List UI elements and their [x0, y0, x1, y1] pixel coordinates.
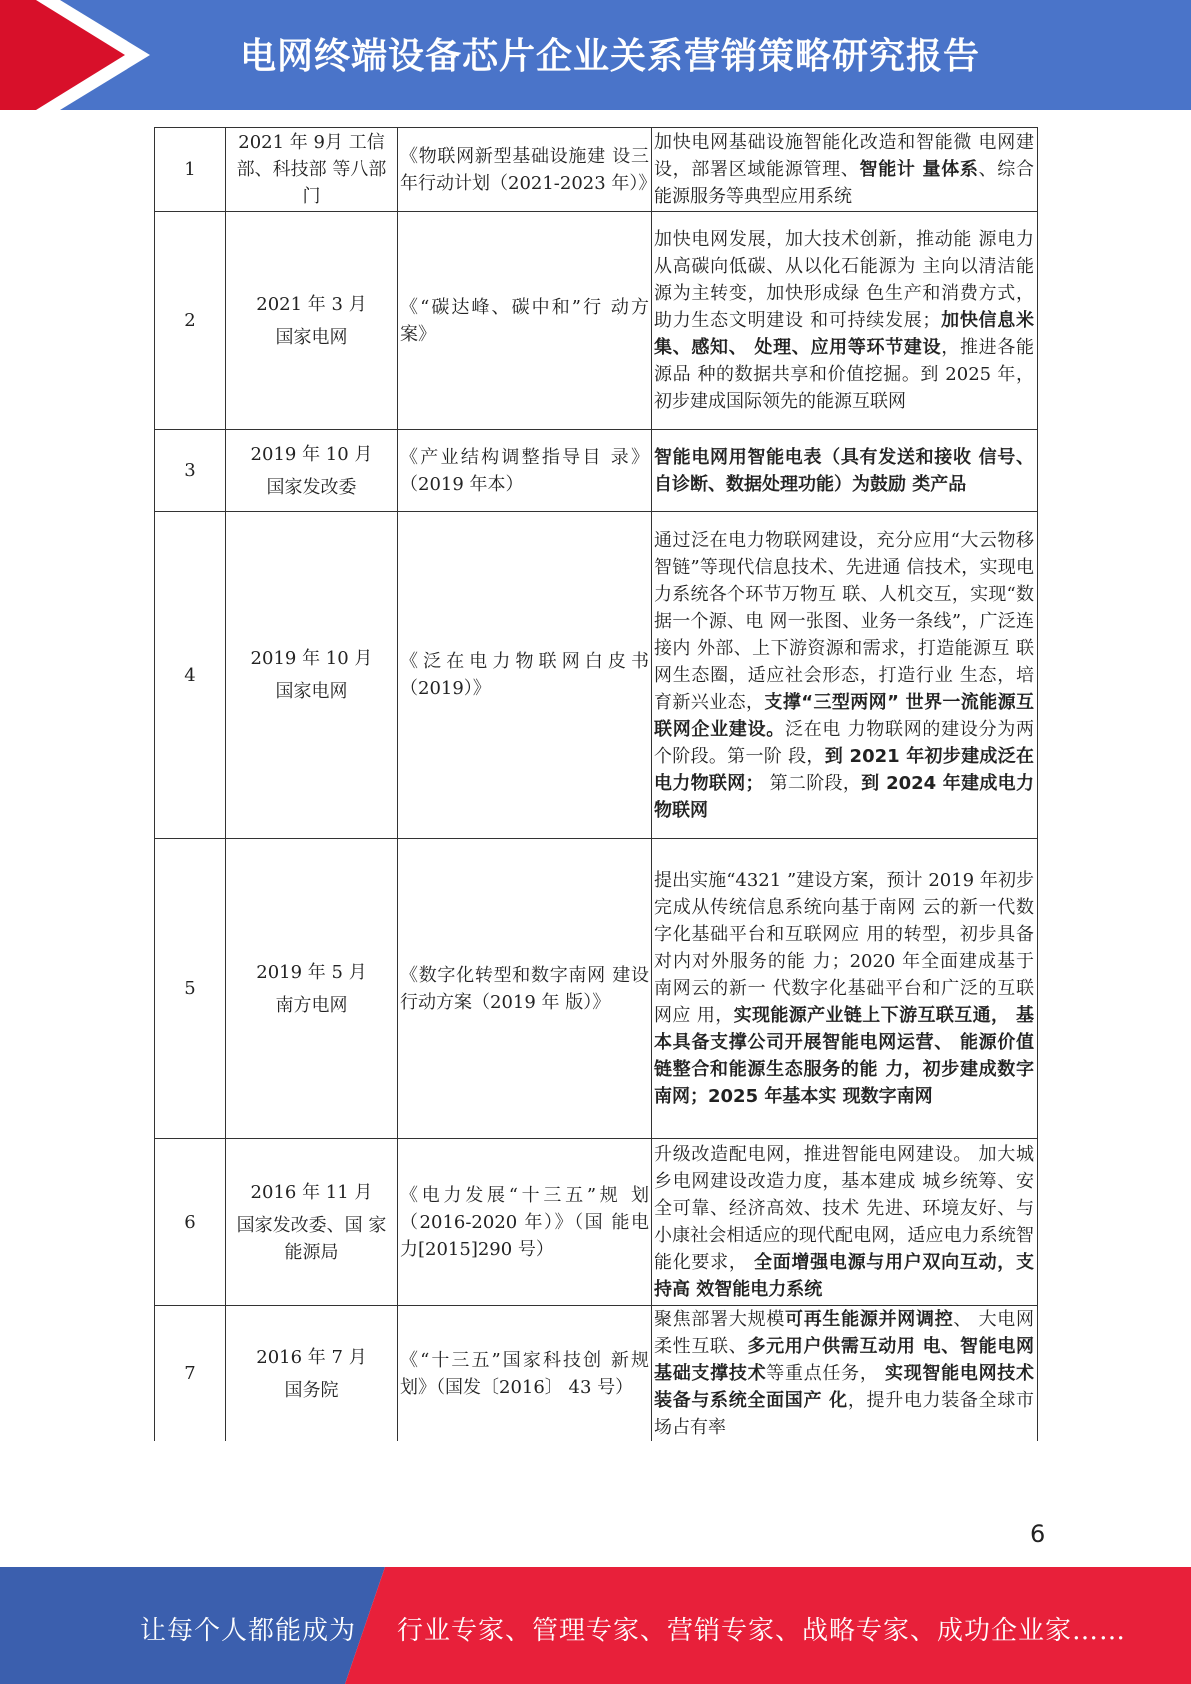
- date-issuer-cell: [226, 128, 398, 212]
- report-title: 电网终端设备芯片企业关系营销策略研究报告: [240, 36, 981, 77]
- policy-document-cell: 《物联网新型基础设施建 设三年行动计划（2021-2023 年）》: [398, 128, 652, 212]
- policy-content-cell: [652, 212, 1038, 430]
- table-row: [155, 512, 1038, 839]
- content-emphasis: 全面增强电源与用户双向互动，支持高 效智能电力系统: [654, 1252, 1034, 1300]
- date-issuer-cell: [226, 512, 398, 839]
- policy-table-body: [155, 128, 1038, 1442]
- content-emphasis: 实现能源产业链上下游互联互通， 基本具备支撑公司开展智能电网运营、 能源价值链整合和能源生态服务的能 力，初步建成数字南网；2025 年基本实 现数字南网: [654, 1005, 1035, 1107]
- policy-table: [154, 127, 1038, 1441]
- header-red-arrow: [0, 0, 125, 110]
- date-issuer-cell: [226, 839, 398, 1139]
- table-row: [155, 430, 1038, 512]
- table-row: [155, 1306, 1038, 1442]
- content-emphasis: 加快信息米集、感知、 处理、应用等环节建设: [654, 310, 1034, 358]
- content-emphasis: 到 2024 年建成电力物联网: [654, 772, 1034, 821]
- content-text: 、 大电网柔性互联、: [654, 1309, 1034, 1357]
- date-issuer-line: 2019 年 10 月: [250, 648, 373, 669]
- content-text: 聚焦部署大规模: [654, 1309, 785, 1330]
- page-header: [0, 0, 1191, 110]
- table-row: [155, 128, 1038, 212]
- policy-document-cell: 《泛在电力物联网白皮书（2019）》: [398, 512, 652, 839]
- content-text: 泛在电 力物联网的建设分为两个阶段。第一阶 段，: [654, 718, 1034, 767]
- date-issuer-line: 国家发改委、国 家能源局: [236, 1214, 387, 1263]
- content-emphasis: 智能计 量体系: [859, 159, 979, 180]
- footer-slogan-left: 让每个人都能成为: [140, 1616, 357, 1646]
- content-text: ，提升电力装备全球市场占有率: [654, 1390, 1035, 1438]
- content-text: ，推进各能源品 种的数据共享和价值挖掘。到 2025 年， 初步建成国际领先的能源互联网: [654, 337, 1035, 412]
- date-issuer-line: 2016 年 11 月: [250, 1181, 373, 1203]
- policy-document-cell: 《产业结构调整指导目 录》（2019 年本）: [398, 430, 652, 512]
- content-text: 加快电网发展，加大技术创新，推动能 源电力从高碳向低碳、从以化石能源为 主向以清洁能源为主转变，加快形成绿 色生产和消费方式，助力生态文明建设 和可持续发展；: [654, 229, 1034, 331]
- row-number-cell: 3: [155, 430, 226, 512]
- row-number-cell: 4: [155, 512, 226, 839]
- date-issuer-line: 国家电网: [275, 681, 348, 702]
- table-row: [155, 839, 1038, 1139]
- row-number-cell: 7: [155, 1306, 226, 1442]
- content-text: 通过泛在电力物联网建设，充分应用“大云物移智链”等现代信息技术、先进通 信技术，实现电力系统各个环节万物互 联、人机交互，实现“数据一个源、电 网一张图、业务一条线”，广泛连接内 外部、上下游资源和需求，打造能源互 联网生态圈，适应社会形态，打造行业 生态，培育新兴业态，: [654, 529, 1034, 713]
- date-issuer-line: 国家电网: [275, 326, 348, 348]
- date-issuer-line: 2021 年 9月 工信部、科技部 等八部门: [236, 132, 387, 207]
- date-issuer-line: 2016 年 7 月: [256, 1346, 367, 1368]
- content-text: 升级改造配电网，推进智能电网建设。 加大城乡电网建设改造力度，基本建成 城乡统筹、安全可靠、经济高效、技术 先进、环境友好、与小康社会相适应的现代配电网，适应电力系统智能化要求，: [654, 1144, 1034, 1273]
- policy-content-cell: [652, 512, 1038, 839]
- content-emphasis: 智能电网用智能电表（具有发送和接收 信号、自诊断、数据处理功能）为鼓励 类产品: [654, 446, 1034, 495]
- date-issuer-line: 2019 年 10 月: [250, 443, 373, 465]
- row-number-cell: 2: [155, 212, 226, 430]
- footer-slogan-right: 行业专家、管理专家、营销专家、战略专家、成功企业家……: [397, 1616, 1127, 1646]
- content-emphasis: 多元用户供需互动用 电、智能电网基础支撑技术: [654, 1336, 1035, 1384]
- content-emphasis: 实现智能电网技术装备与系统全面国产 化: [654, 1363, 1034, 1411]
- row-number-cell: 5: [155, 839, 226, 1139]
- date-issuer-line: 国家发改委: [266, 476, 357, 498]
- policy-document-cell: 《“碳达峰、碳中和”行 动方案》: [398, 212, 652, 430]
- date-issuer-line: 2019 年 5 月: [256, 961, 367, 983]
- page-footer: [0, 1567, 1191, 1684]
- content-text: 加快电网基础设施智能化改造和智能微 电网建设，部署区域能源管理、: [654, 132, 1034, 180]
- content-text: 第二阶段，: [763, 772, 862, 794]
- date-issuer-line: 2021 年 3 月: [256, 293, 367, 315]
- table-row: [155, 1139, 1038, 1306]
- date-issuer-cell: [226, 430, 398, 512]
- content-text: 提出实施“4321 ”建设方案，预计 2019 年初步完成从传统信息系统向基于南网 云的新一代数字化基础平台和互联网应 用的转型，初步具备对内对外服务的能 力；2020 年全面建成基于南网云的新一 代数字化基础平台和广泛的互联网应 用，: [654, 870, 1034, 1026]
- policy-content-cell: [652, 430, 1038, 512]
- date-issuer-cell: [226, 1139, 398, 1306]
- date-issuer-line: 国务院: [284, 1379, 339, 1401]
- page-number: 6: [1030, 1520, 1046, 1548]
- policy-content-cell: [652, 839, 1038, 1139]
- content-text: 、综合能源服务等典型应用系统: [654, 159, 1034, 207]
- date-issuer-line: 南方电网: [275, 994, 348, 1016]
- date-issuer-cell: [226, 212, 398, 430]
- content-emphasis: 支撑“三型两网” 世界一流能源互联网企业建设。: [654, 691, 1034, 740]
- policy-document-cell: 《电力发展“十三五”规 划（2016-2020 年）》（国 能电力[2015]290 号）: [398, 1139, 652, 1306]
- policy-content-cell: [652, 1306, 1038, 1442]
- policy-document-cell: 《数字化转型和数字南网 建设行动方案（2019 年 版）》: [398, 839, 652, 1139]
- policy-content-cell: [652, 128, 1038, 212]
- policy-content-cell: [652, 1139, 1038, 1306]
- row-number-cell: 6: [155, 1139, 226, 1306]
- content-emphasis: 可再生能源并网调控: [785, 1309, 954, 1330]
- date-issuer-cell: [226, 1306, 398, 1442]
- table-row: [155, 212, 1038, 430]
- content-emphasis: 到 2021 年初步建成泛在电力物联网；: [654, 745, 1034, 794]
- row-number-cell: 1: [155, 128, 226, 212]
- policy-document-cell: 《“十三五”国家科技创 新规划》（国发〔2016〕 43 号）: [398, 1306, 652, 1442]
- content-text: 等重点任务，: [766, 1363, 885, 1384]
